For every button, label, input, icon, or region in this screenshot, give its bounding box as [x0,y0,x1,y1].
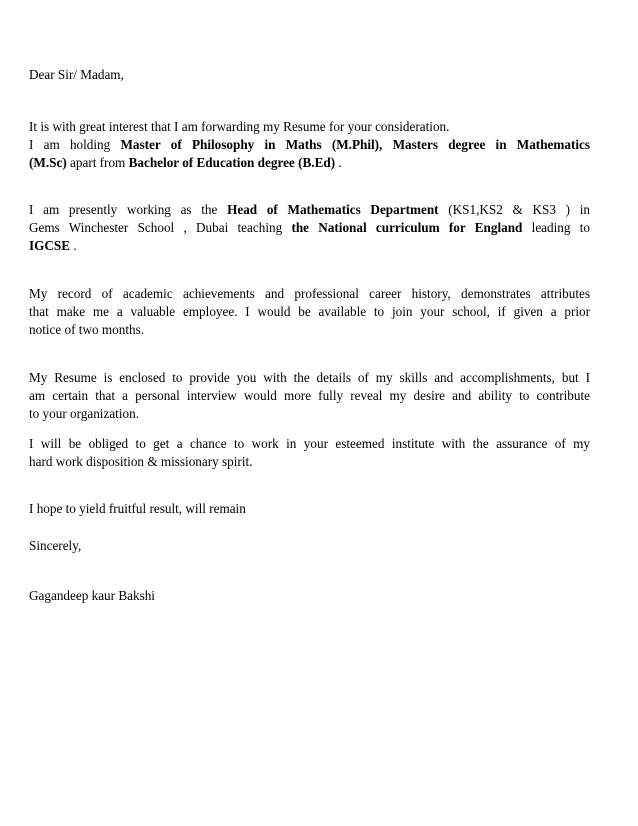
text-run: apart from [66,155,129,170]
paragraph-5-line-1: I will be obliged to get a chance to work in your esteemed institute with the assurance of my [29,436,590,451]
paragraph-5-line-2: hard work disposition & missionary spirit. [29,454,253,469]
paragraph-1-line-2 [29,136,590,154]
degree-mphil-msc: Master of Philosophy in Maths (M.Phil), Masters degree in Mathematics [120,137,590,152]
paragraph-2-line-1 [29,201,590,219]
paragraph-1-line-3 [29,154,590,172]
paragraph-2-line-3 [29,237,590,255]
salutation: Dear Sir/ Madam, [29,67,124,82]
paragraph-4-line-2: am certain that a personal interview would more fully reveal my desire and ability to contribute [29,388,590,403]
job-title: Head of Mathematics Department [227,202,439,217]
degree-msc: (M.Sc) [29,155,67,170]
text-run: I am presently working as the [29,202,228,217]
paragraph-4-line-1: My Resume is enclosed to provide you with the details of my skills and accomplishments, but I [29,370,590,385]
text-run: leading to [522,220,591,235]
paragraph-3-line-3: notice of two months. [29,322,145,337]
igcse: IGCSE [29,238,71,253]
text-run: . [335,155,342,170]
closing: Sincerely, [29,538,82,553]
text-run: (KS1,KS2 & KS3 ) in [438,202,590,217]
paragraph-3-line-1: My record of academic achievements and professional career history, demonstrates attributes [29,286,590,301]
paragraph-3-line-2: that make me a valuable employee. I would be available to join your school, if given a prior [29,304,590,319]
text-run: Gems Winchester School , Dubai teaching [29,220,292,235]
paragraph-6: I hope to yield fruitful result, will remain [29,501,246,516]
paragraph-4-line-3: to your organization. [29,406,139,421]
text-run: . [70,238,77,253]
paragraph-1-line-1: It is with great interest that I am forwarding my Resume for your consideration. [29,119,450,134]
curriculum: the National curriculum for England [291,220,523,235]
signature-name: Gagandeep kaur Bakshi [29,588,155,603]
paragraph-2-line-2 [29,219,590,237]
degree-bed: Bachelor of Education degree (B.Ed) [128,155,336,170]
text-run: I am holding [29,137,121,152]
